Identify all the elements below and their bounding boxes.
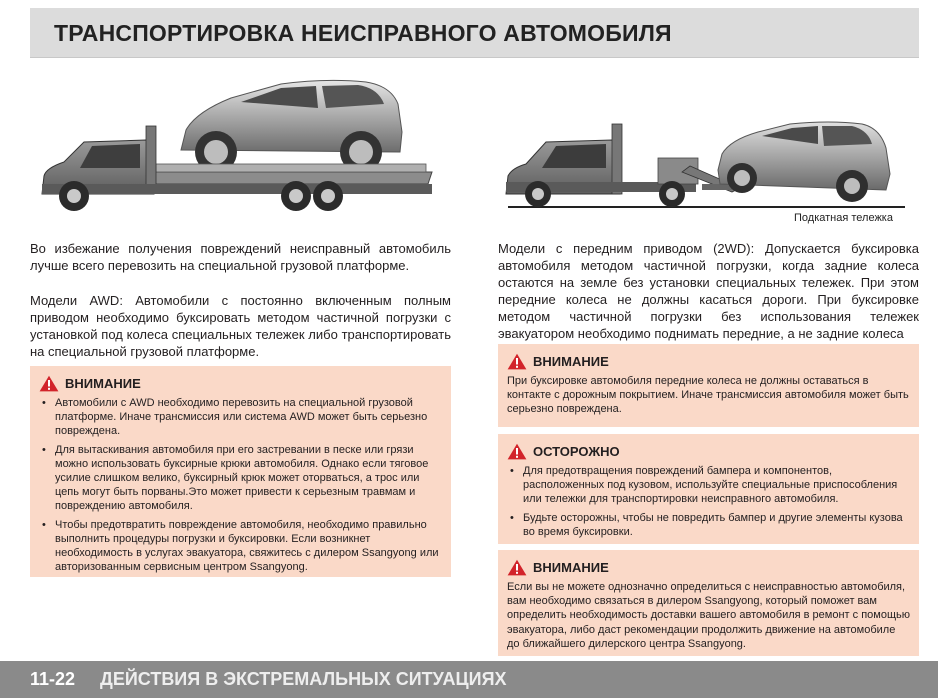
list-item: • Для предотвращения повреждений бампера и компонентов, расположенных под кузовом, используйте специальные приспособления или тележки для транспортировки неисправного автомобиля. xyxy=(507,464,910,507)
page-number: 11-22 xyxy=(30,669,76,689)
footer-bar xyxy=(0,661,938,698)
dolly-caption: Подкатная тележка xyxy=(794,212,893,224)
right-warning-box-1 xyxy=(498,344,919,427)
header-bar xyxy=(30,8,919,58)
warning-title: ВНИМАНИЕ xyxy=(65,375,141,391)
wheel-lift-truck-illustration xyxy=(500,114,912,212)
caution-title: ОСТОРОЖНО xyxy=(533,443,620,459)
warning-header xyxy=(39,374,442,392)
list-item: • Для вытаскивания автомобиля при его застревании в песке или грязи можно использовать буксирные крюки автомобиля. Однако если тяговое усилие слишком велико, буксирный крюк может оторваться, а трос или цепь могут быть порваны.Это может привести к серьезным травмам и повреждению автомобиля. xyxy=(39,443,442,514)
right-warning-box-2 xyxy=(498,550,919,656)
warning-triangle-icon xyxy=(39,375,59,392)
warning-list xyxy=(39,396,442,574)
warning-triangle-icon xyxy=(507,559,527,576)
warning-text: При буксировке автомобиля передние колеса не должны оставаться в контакте с дорожным покрытием. Иначе трансмиссия автомобиля может быть серьезно повреждена. xyxy=(507,375,909,416)
caution-header xyxy=(507,442,910,460)
warning-triangle-icon xyxy=(507,353,527,370)
right-caution-box xyxy=(498,434,919,544)
warning-header xyxy=(507,352,910,370)
caution-list xyxy=(507,464,910,539)
towed-suv xyxy=(718,122,890,202)
warning-header xyxy=(507,558,910,576)
list-item: • Автомобили с AWD необходимо перевозить на специальной грузовой платформе. Иначе трансмиссия или система AWD может быть серьезно повреждена. xyxy=(39,396,442,439)
list-item: • Будьте осторожны, чтобы не повредить бампер и другие элементы кузова во время буксировки. xyxy=(507,511,910,539)
left-warning-box xyxy=(30,366,451,577)
section-title: ДЕЙСТВИЯ В ЭКСТРЕМАЛЬНЫХ СИТУАЦИЯХ xyxy=(100,669,507,689)
left-paragraph-1: Во избежание получения повреждений неисправный автомобиль лучше всего перевозить на специальной грузовой платформе. xyxy=(30,241,451,273)
warning-text: Если вы не можете однозначно определиться с неисправностью автомобиля, вам необходимо связаться в дилером Ssangyong, который поможет вам определить необходимость доставки вашего автомобиля в ремонт с помощью эвакуатора, либо даст рекомендации продолжить движение на автомобиле до ближайшего дилерского центра Ssangyong. xyxy=(507,581,910,650)
list-item: • Чтобы предотвратить повреждение автомобиля, необходимо правильно выполнить процедуры погрузки и буксировки. Если возникнет необходимость в услугах эвакуатора, свяжитесь с дилером Ssangyong или авторизованным сервисным центром Ssangyong. xyxy=(39,518,442,575)
left-paragraph-2: Модели AWD: Автомобили с постоянно включенным полным приводом необходимо буксировать методом частичной погрузки с установкой под колеса специальных тележек либо транспортировать на специальной грузовой платформе. xyxy=(30,293,451,359)
suv-on-platform xyxy=(181,80,402,173)
flatbed-truck-illustration xyxy=(36,72,436,214)
warning-triangle-icon xyxy=(507,443,527,460)
warning-title: ВНИМАНИЕ xyxy=(533,353,609,369)
page-title: ТРАНСПОРТИРОВКА НЕИСПРАВНОГО АВТОМОБИЛЯ xyxy=(54,20,672,46)
right-paragraph-1: Модели с передним приводом (2WD): Допускается буксировка автомобиля методом частичной погрузки, когда задние колеса остаются на земле без установки специальных тележек. При этом передние колеса не должны касаться дороги. При буксировке методом частичной погрузки без использования тележек эвакуатором необходимо поднимать передние, а не задние колеса xyxy=(498,241,919,341)
warning-title: ВНИМАНИЕ xyxy=(533,559,609,575)
